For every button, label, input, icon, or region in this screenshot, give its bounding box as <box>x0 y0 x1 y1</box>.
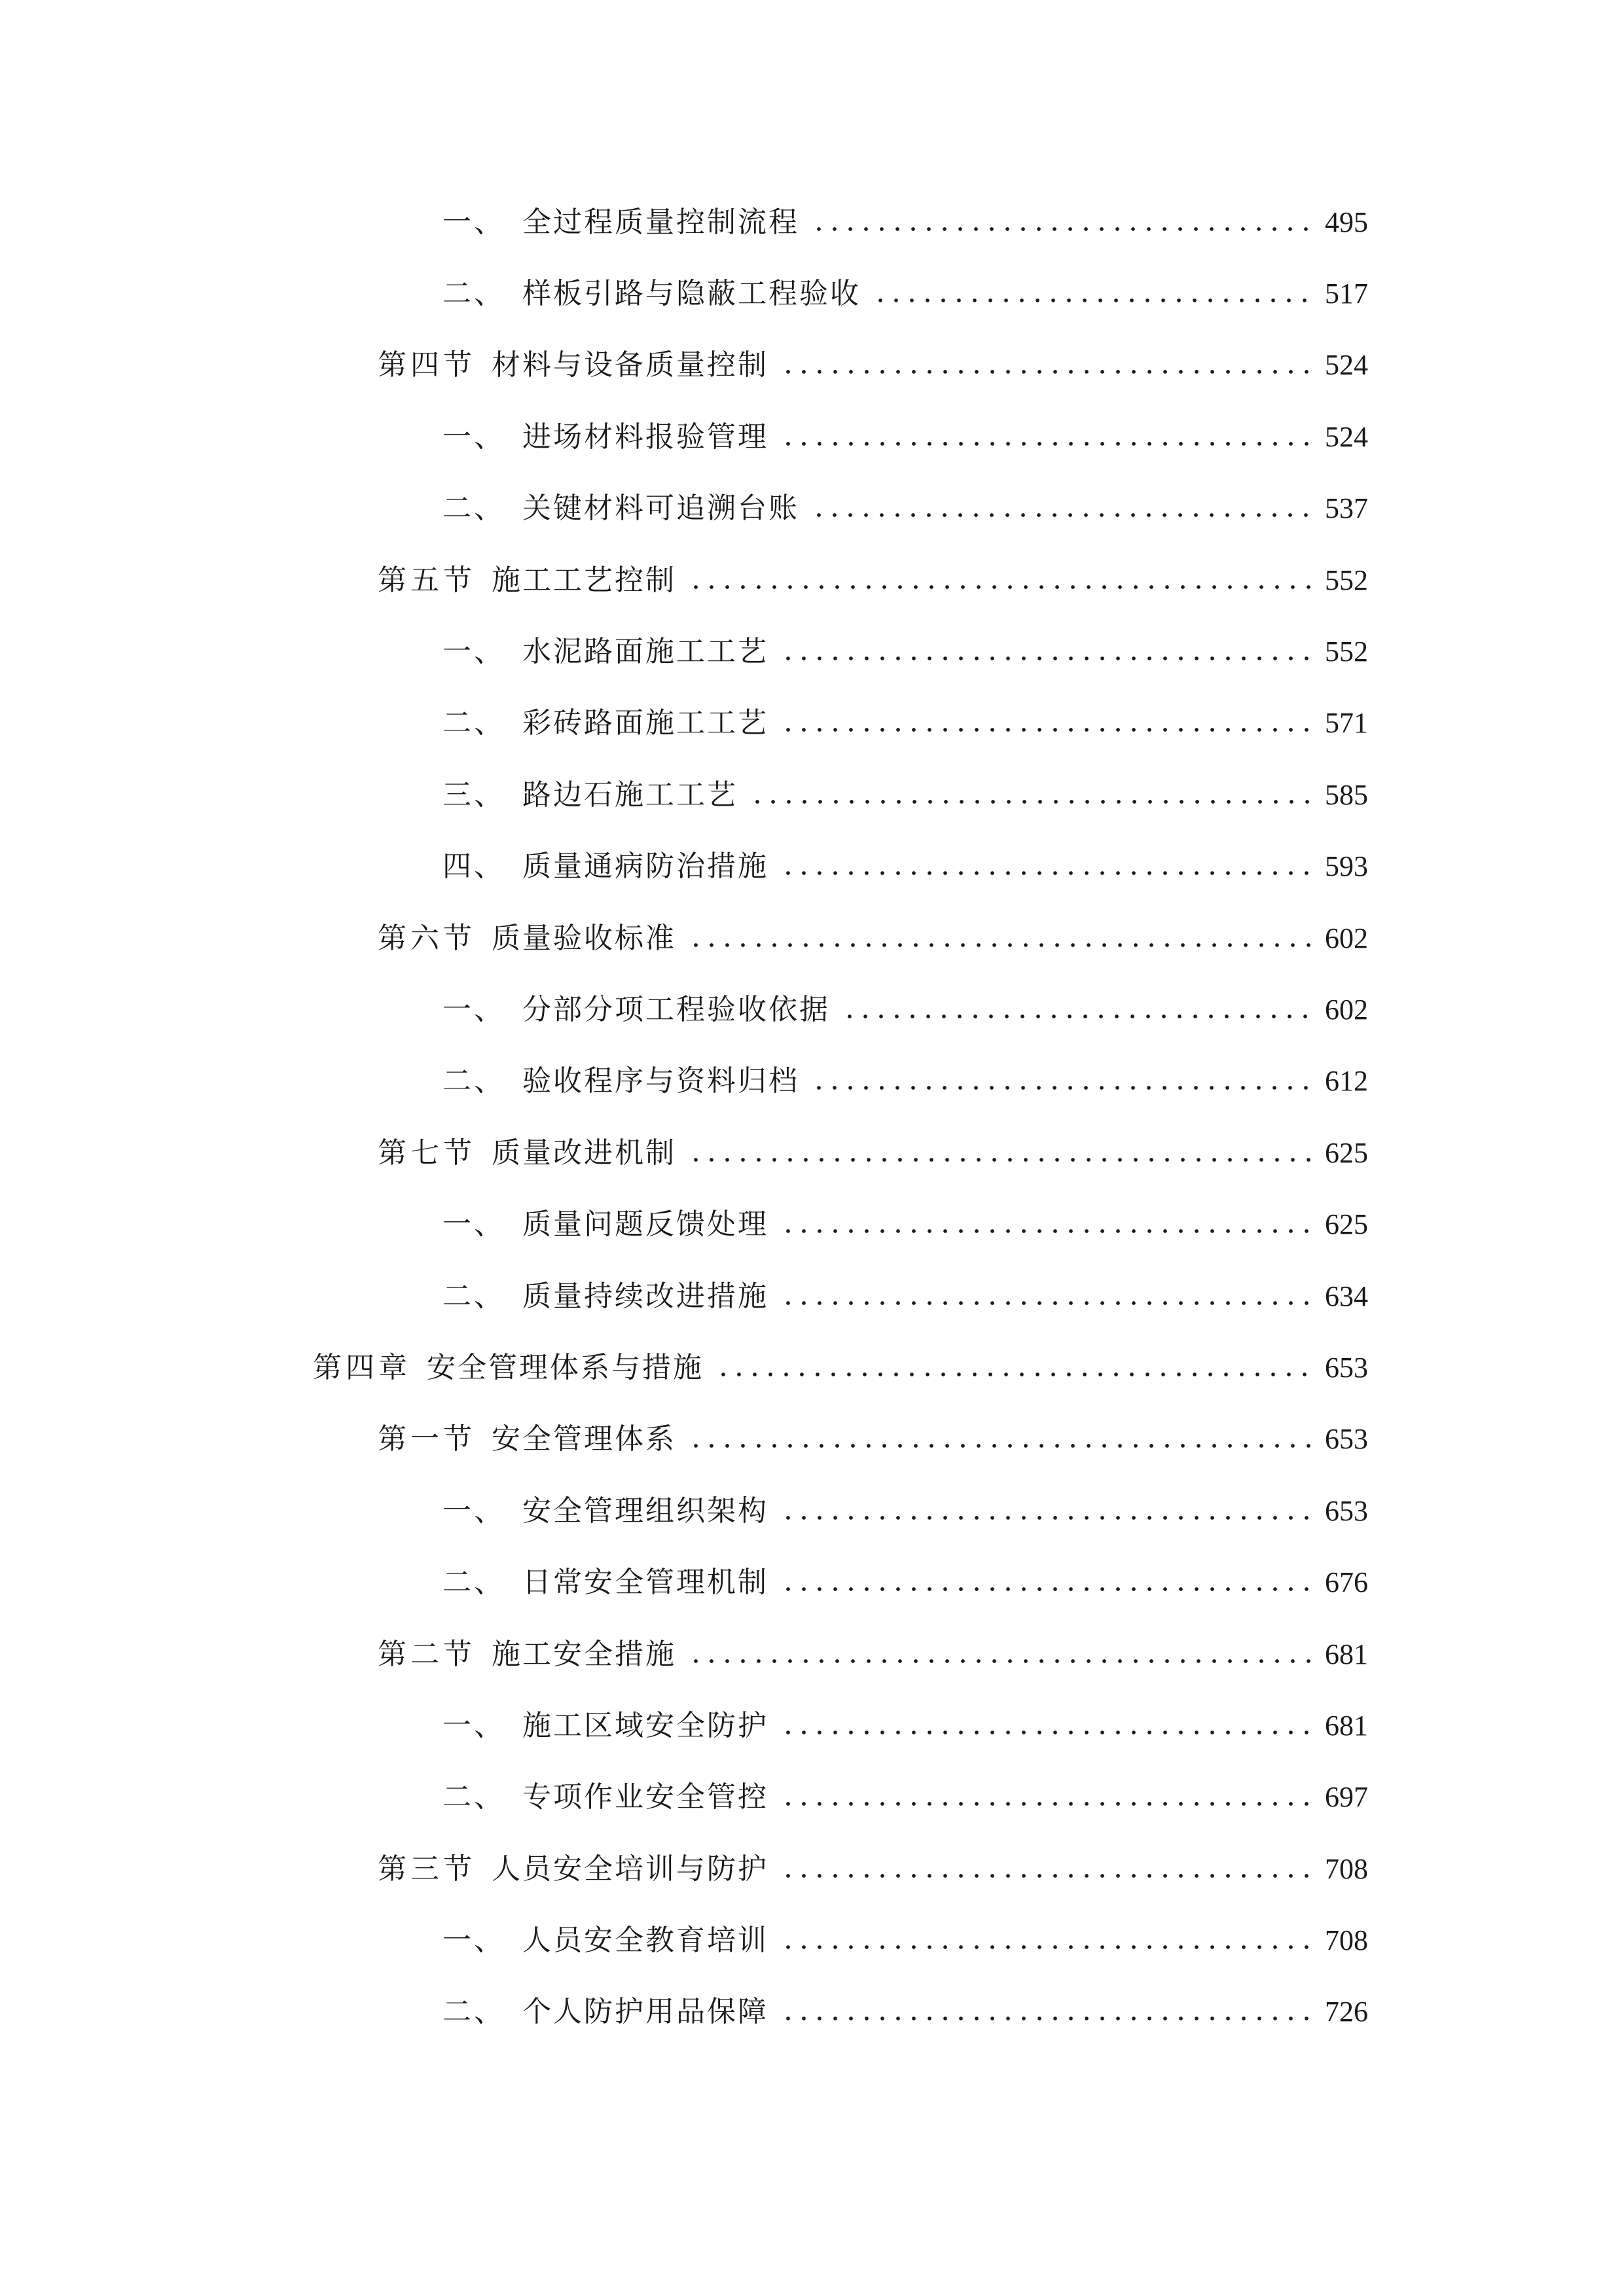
toc-entry[interactable] <box>0 1690 1624 1761</box>
toc-entry-number: 一、 <box>442 205 505 239</box>
toc-entry-page: 625 <box>1325 1136 1368 1169</box>
toc-entry-page: 708 <box>1325 1924 1368 1957</box>
toc-entry-title: 人员安全培训与防护 <box>492 1852 768 1886</box>
toc-entry-inner <box>442 992 1624 1028</box>
toc-entry-inner <box>378 1637 1624 1672</box>
toc-entry-number: 一、 <box>442 1924 505 1958</box>
toc-entry-number: 第二节 <box>378 1637 476 1671</box>
toc-entry-number: 二、 <box>442 1279 505 1313</box>
toc-entry[interactable] <box>0 974 1624 1045</box>
dot-leader <box>780 1565 1310 1594</box>
toc-entry-page: 552 <box>1325 564 1368 596</box>
toc-entry-number: 二、 <box>442 277 505 311</box>
toc-entry[interactable] <box>0 1547 1624 1618</box>
toc-entry-page: 524 <box>1325 420 1368 453</box>
toc-entry-inner <box>378 1422 1624 1457</box>
toc-entry[interactable] <box>0 258 1624 329</box>
toc-entry-number: 一、 <box>442 1208 505 1242</box>
toc-entry[interactable] <box>0 831 1624 903</box>
toc-entry-inner <box>442 634 1624 670</box>
toc-entry-inner <box>378 921 1624 956</box>
toc-entry-page: 625 <box>1325 1208 1368 1241</box>
toc-entry-number: 一、 <box>442 1494 505 1528</box>
toc-entry-number: 第六节 <box>378 921 476 955</box>
toc-entry-title: 材料与设备质量控制 <box>492 348 768 382</box>
toc-entry-page: 524 <box>1325 349 1368 382</box>
toc-entry-title: 安全管理体系与措施 <box>427 1350 704 1384</box>
dot-leader <box>780 420 1310 448</box>
dot-leader <box>715 1350 1310 1379</box>
toc-entry-inner <box>442 205 1624 240</box>
toc-entry-title: 进场材料报验管理 <box>522 420 768 454</box>
dot-leader <box>780 1780 1310 1808</box>
toc-entry-inner <box>378 1136 1624 1171</box>
toc-entry-page: 634 <box>1325 1280 1368 1312</box>
table-of-contents <box>0 187 1624 2048</box>
dot-leader <box>780 1207 1310 1236</box>
toc-entry-title: 质量持续改进措施 <box>522 1279 768 1313</box>
toc-entry-title: 分部分项工程验收依据 <box>522 992 830 1026</box>
dot-leader <box>780 634 1310 663</box>
toc-entry-page: 681 <box>1325 1638 1368 1670</box>
toc-entry[interactable] <box>0 545 1624 616</box>
toc-entry-number: 一、 <box>442 635 505 669</box>
toc-entry-page: 517 <box>1325 278 1368 310</box>
toc-entry-title: 个人防护用品保障 <box>522 1995 768 2029</box>
dot-leader <box>688 1637 1310 1666</box>
toc-entry-inner <box>313 1350 1624 1386</box>
toc-entry-title: 日常安全管理机制 <box>522 1566 768 1600</box>
toc-entry-page: 495 <box>1325 206 1368 238</box>
toc-entry[interactable] <box>0 187 1624 258</box>
toc-entry-number: 二、 <box>442 492 505 526</box>
toc-entry-title: 水泥路面施工工艺 <box>522 635 768 669</box>
toc-entry-page: 697 <box>1325 1781 1368 1814</box>
dot-leader <box>780 348 1310 376</box>
toc-entry[interactable] <box>0 1261 1624 1332</box>
toc-entry[interactable] <box>0 1332 1624 1403</box>
toc-entry-title: 全过程质量控制流程 <box>522 205 799 239</box>
dot-leader <box>780 1852 1310 1880</box>
toc-entry-page: 676 <box>1325 1566 1368 1599</box>
toc-entry-page: 612 <box>1325 1065 1368 1098</box>
dot-leader <box>780 1994 1310 2023</box>
toc-entry-number: 一、 <box>442 1708 505 1742</box>
toc-entry-number: 第七节 <box>378 1136 476 1170</box>
toc-entry-page: 571 <box>1325 707 1368 740</box>
dot-leader <box>842 992 1310 1021</box>
dot-leader <box>780 1279 1310 1308</box>
toc-entry-number: 第四章 <box>313 1350 411 1384</box>
toc-entry-title: 质量改进机制 <box>492 1136 676 1170</box>
toc-entry[interactable] <box>0 759 1624 831</box>
toc-entry[interactable] <box>0 616 1624 687</box>
toc-entry-page: 708 <box>1325 1852 1368 1885</box>
toc-entry-number: 三、 <box>442 778 505 812</box>
toc-entry-page: 681 <box>1325 1709 1368 1742</box>
toc-entry-inner <box>442 1923 1624 1958</box>
toc-entry-inner <box>442 276 1624 312</box>
toc-entry-inner <box>442 1708 1624 1744</box>
toc-entry-page: 585 <box>1325 778 1368 811</box>
toc-entry[interactable] <box>0 1475 1624 1547</box>
toc-entry-title: 质量问题反馈处理 <box>522 1208 768 1242</box>
toc-entry-title: 施工安全措施 <box>492 1637 676 1671</box>
toc-entry-inner <box>442 1494 1624 1529</box>
toc-entry-page: 593 <box>1325 850 1368 883</box>
toc-entry-inner <box>378 348 1624 383</box>
dot-leader <box>688 921 1310 950</box>
dot-leader <box>780 1923 1310 1952</box>
toc-entry-number: 第五节 <box>378 563 476 597</box>
toc-entry-page: 653 <box>1325 1351 1368 1384</box>
toc-entry-number: 二、 <box>442 1064 505 1098</box>
toc-entry[interactable] <box>0 1833 1624 1905</box>
toc-entry-inner <box>442 1780 1624 1815</box>
toc-entry[interactable] <box>0 1404 1624 1475</box>
dot-leader <box>780 1708 1310 1737</box>
toc-entry-inner <box>442 1279 1624 1314</box>
toc-entry[interactable] <box>0 688 1624 759</box>
toc-entry-title: 人员安全教育培训 <box>522 1924 768 1958</box>
toc-entry-title: 路边石施工工艺 <box>522 778 738 812</box>
toc-entry-number: 第一节 <box>378 1422 476 1456</box>
toc-entry-number: 二、 <box>442 1995 505 2029</box>
toc-entry[interactable] <box>0 330 1624 401</box>
toc-entry[interactable] <box>0 401 1624 473</box>
toc-entry-number: 二、 <box>442 1566 505 1600</box>
toc-entry-number: 一、 <box>442 992 505 1026</box>
toc-entry-number: 第三节 <box>378 1852 476 1886</box>
toc-entry-title: 质量通病防治措施 <box>522 850 768 884</box>
toc-entry[interactable] <box>0 1189 1624 1260</box>
toc-entry[interactable] <box>0 903 1624 974</box>
toc-entry-inner <box>378 563 1624 598</box>
toc-entry[interactable] <box>0 1619 1624 1690</box>
toc-entry-inner <box>442 1064 1624 1099</box>
dot-leader <box>688 1136 1310 1164</box>
dot-leader <box>780 849 1310 878</box>
dot-leader <box>811 205 1310 234</box>
toc-entry-inner <box>442 1565 1624 1600</box>
toc-entry-inner <box>442 491 1624 526</box>
dot-leader <box>811 1064 1310 1092</box>
toc-entry-title: 样板引路与隐蔽工程验收 <box>522 277 861 311</box>
toc-entry-number: 四、 <box>442 850 505 884</box>
toc-entry-number: 一、 <box>442 420 505 454</box>
dot-leader <box>780 706 1310 734</box>
toc-entry-page: 537 <box>1325 492 1368 525</box>
toc-entry[interactable] <box>0 1977 1624 2048</box>
toc-entry-inner <box>442 420 1624 455</box>
toc-entry-page: 602 <box>1325 922 1368 954</box>
dot-leader <box>780 1494 1310 1522</box>
toc-entry-page: 552 <box>1325 636 1368 668</box>
toc-entry-page: 653 <box>1325 1494 1368 1527</box>
toc-entry[interactable] <box>0 473 1624 545</box>
toc-entry-title: 安全管理体系 <box>492 1422 676 1456</box>
toc-entry-number: 第四节 <box>378 348 476 382</box>
toc-entry[interactable] <box>0 1046 1624 1117</box>
dot-leader <box>688 563 1310 592</box>
toc-entry-page: 602 <box>1325 993 1368 1026</box>
toc-entry-page: 653 <box>1325 1423 1368 1456</box>
toc-entry-title: 质量验收标准 <box>492 921 676 955</box>
toc-entry[interactable] <box>0 1762 1624 1833</box>
toc-entry-title: 专项作业安全管控 <box>522 1780 768 1814</box>
dot-leader <box>811 491 1310 520</box>
toc-entry-title: 施工工艺控制 <box>492 563 676 597</box>
toc-entry-title: 验收程序与资料归档 <box>522 1064 799 1098</box>
toc-entry-inner <box>442 1994 1624 2030</box>
toc-entry-inner <box>442 849 1624 884</box>
toc-entry-inner <box>378 1852 1624 1887</box>
toc-entry-inner <box>442 778 1624 813</box>
toc-entry-title: 施工区域安全防护 <box>522 1708 768 1742</box>
toc-entry-page: 726 <box>1325 1996 1368 2028</box>
dot-leader <box>873 276 1310 305</box>
toc-entry-inner <box>442 1207 1624 1242</box>
toc-entry-title: 安全管理组织架构 <box>522 1494 768 1528</box>
toc-entry-number: 二、 <box>442 706 505 740</box>
toc-entry-title: 彩砖路面施工工艺 <box>522 706 768 740</box>
toc-entry[interactable] <box>0 1905 1624 1976</box>
toc-entry[interactable] <box>0 1117 1624 1189</box>
dot-leader <box>688 1422 1310 1450</box>
toc-entry-inner <box>442 706 1624 741</box>
toc-entry-title: 关键材料可追溯台账 <box>522 492 799 526</box>
dot-leader <box>749 778 1310 806</box>
toc-entry-number: 二、 <box>442 1780 505 1814</box>
